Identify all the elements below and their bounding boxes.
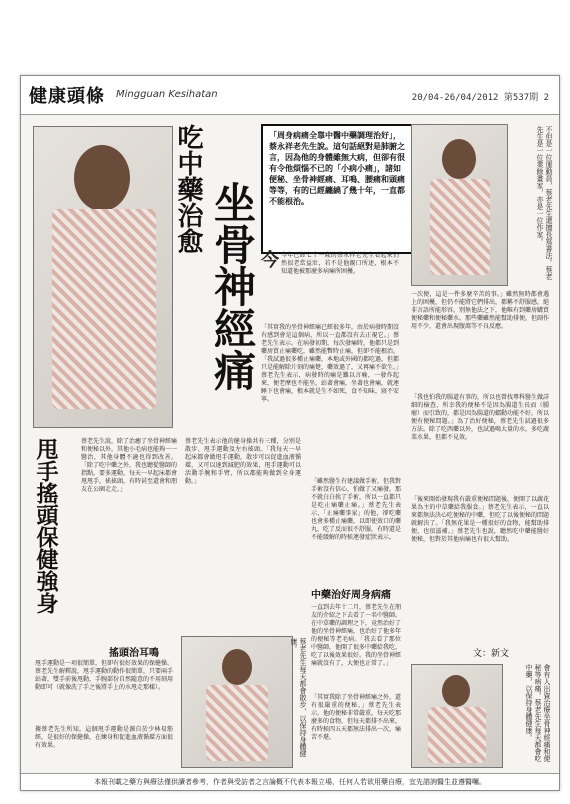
caption-right-top: 不但是一位運動員，蔡老先生還擅長寫書法。蔡老先生是一位業餘畫家，亦是一位作家。 bbox=[536, 126, 553, 280]
newspaper-page bbox=[20, 75, 560, 791]
right-column-1: 一次便，這是一件多麼辛苦的事。」雖然無時都會遇上的困擾，但仍不能將它們排出，都稱不舒服感，絕非言語所能形容。別無他法之下，他唯有到藥房購買便秘藥和便秘藥水。那些藥雖然能幫助排便，但副作用不少，還會出現腹瀉等不良反應。 bbox=[411, 291, 550, 330]
byline: 文：新文 bbox=[473, 649, 510, 659]
bottom-right-photo bbox=[411, 664, 503, 768]
brand-roman: Mingguan Kesihatan bbox=[116, 89, 218, 100]
right-photo-top bbox=[411, 124, 508, 286]
article-subtitle: 吃中藥治愈 bbox=[173, 124, 203, 254]
date-issue: 20/04-26/04/2012 第537期 2 bbox=[411, 93, 549, 103]
left-column-2: 蔡老先生表示他的健身操共有三種，分別是散步、甩手運動及左右搖頭。「我每天一早起床都會做甩手運動，散步可以促進血液循環，又可以達到減肥的效果，甩手運動可以活動手腕和手臂，所以都能夠做到全身運動。」 bbox=[185, 438, 301, 485]
side-title-exercise: 甩手搖頭保健強身 bbox=[33, 438, 59, 614]
brand-title: 健康頭條 bbox=[29, 86, 105, 107]
page-header bbox=[21, 76, 559, 115]
middle-column-2: 「雖然醫生有建議做手術，但我對手術沒有信心，怕做了又痛發，那不就白白挨了手術，所以一直都只是吃止痛藥止痛。」蔡老先生表示，「止痛藥事家」的他，卻吃藥也會多種止痛藥，以即使效口的藥丸，吃了反而很不舒服，有時還是不能緩解的時候連發症狀表示。 bbox=[311, 478, 402, 541]
subhead-left: 搖頭治耳鳴 bbox=[109, 648, 159, 659]
article-title: 坐骨神經痛 bbox=[208, 181, 257, 391]
bottom-photo bbox=[181, 636, 293, 768]
right-column-2: 「我也怕我的腸道有事的，所以也曾找專科醫生做詳細的檢查，所幸我的便秘不是因為腸道生長而（腫瘤）而引致的，都是因為腸道的蠕動功能不好，所以便有便秘問題。」為了治好便秘，蔡老先生試過很多方法。除了吃西藥以外，也試過喝大量的水，多吃蔬菜水果，但都不見效。 bbox=[411, 394, 550, 441]
caption-right-bottom: 會有人出資治療坐骨神經痛和便秘等病痛。蔡老先生每天都會吃中藥，以保持身體健康。 bbox=[525, 664, 551, 762]
page-footer: 本報刊載之藥方與療法僅供讀者參考，作者與受訪者之言論概不代表本報立場，任何人若欲用藥自療，宜先諮詢醫生並遵醫囑。 bbox=[21, 773, 559, 790]
middle-column-4: 「其實我除了坐骨神經痛之外，還有很嚴重的便秘。」蔡老先生表示，他的便秘非常嚴重，每天吃那麼多的食物，但每天都排不出來，有時候四五天都無法排出一次，痛苦不堪。 bbox=[311, 694, 402, 741]
pull-quote: 「周身病痛全靠中醫中藥調理治好」，蔡永祥老先生說。這句話絕對是肺腑之言，因為他的身體雖無大病，但卻有很有令他煩惱不已的「小病小痛」，諸如便秘、坐骨神經痛、耳鳴、腰痛和頭痛等等，有的已經纏繞了幾十年，一直都不能根治。 bbox=[261, 124, 415, 254]
left-column-1: 蔡老先生說，除了治癒了坐骨神經痛和便秘以外，其他小毛病也能夠一一醫治，其他身體不適也得到改善。「除了吃中藥之外，我也聽從醫師的指點，要多運動，每天一早起床都會甩甩手，搖搖頭，有時甚至還會和朋友在公園走走。」 bbox=[81, 438, 178, 493]
left-column-4: 據蔡老先生所知，這個甩手運動是源自於少林易筋經，是很好的保健操，在練身和促進血液循環方面很有效果。 bbox=[35, 726, 174, 749]
intro-paragraph: 今今年已經七十一歲的蔡永祥老先生看起來仍然很老當益壯，若不是他親口所述，根本不知道他被那麼多病痛所困擾。 bbox=[261, 250, 399, 275]
subhead-middle: 中藥治好周身病痛 bbox=[311, 590, 391, 601]
caption-bottom: 蔡老先生每天都會散步，以保持身體健康。 bbox=[290, 638, 307, 757]
right-column-3: 「後來開始發現我有嚴重便秘問題後，便開了以蔬花果為主的中草藥給我服食。」蔡老先生表示，一直以來都無法決心吃便秘的中藥，但吃了以後便秘的問題就解決了。「我無花果是一種很好的食物，能幫助排便，也很滋補。」蔡老先生也說，聽然吃中藥能醫好便秘，但對於其他病痛也有很大幫助。 bbox=[411, 496, 550, 543]
main-photo bbox=[33, 126, 173, 428]
middle-column-3: 一直到去年十二月，蔡老先生在朋友的介紹之下去看了一名中醫師。在中草藥的調理之下，竟然治好了他的坐骨神經痛，也治好了他多年的便秘等老毛病。「我去看了那位中醫師，他開了很多中藥給我吃，吃了以後效果很好。我的坐骨神經痛就沒有了，大便也正常了。」 bbox=[311, 604, 402, 667]
left-column-3: 甩手運動是一項很簡單，但卻有很好效果的保健操。蔡老先生解釋說，甩手運動的動作很簡單，只要兩手站著，雙手前後甩動，手腕部份自然隨意的不用刻用動即可（就像洗了手之後將手上的水甩走那樣）。 bbox=[35, 660, 174, 691]
middle-column-1: 「其實我的坐骨神經痛已經很多年，由於病發時期沒有感到會是這個病，所以一直都沒有去正視它。」蔡老先生表示。在病發初期，每次發痛時，他都只是到藥房買止痛藥吃，雖然能暫時止痛，但卻不能根治。「我試過很多種止痛藥，本地或外國的都吃過，但都只是能解除片刻的痛楚，藥效過了，又再痛不欲生。」蔡老先生表示，病發時的痛是難以言喻，一發作起來，便老摩也不能坐，站著會痛，坐著也會痛，就連睡下也會痛，根本就是生不如死，食不知味，寢不安寧。 bbox=[261, 324, 400, 403]
